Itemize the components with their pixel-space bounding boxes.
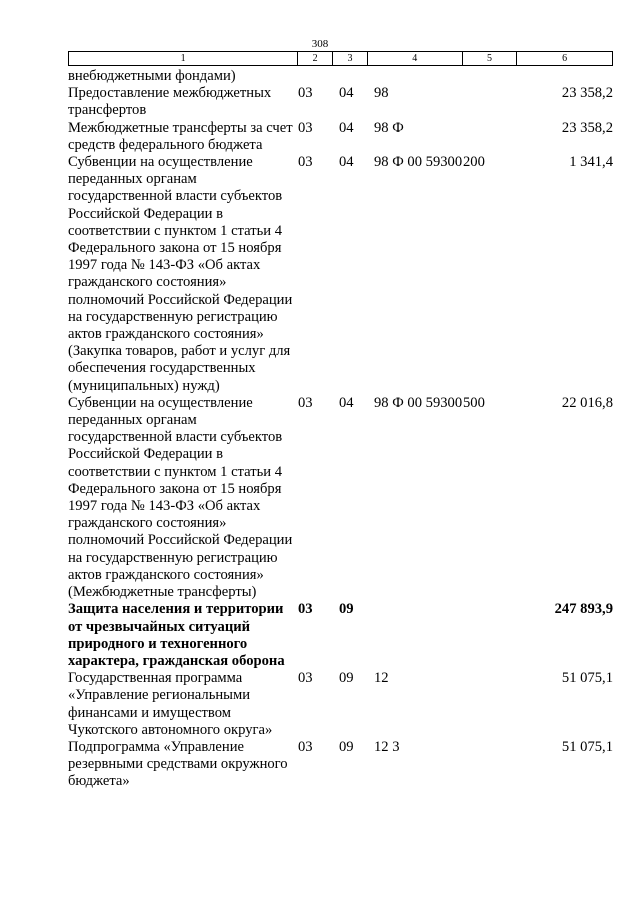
row-name: Межбюджетные трансферты за счет средств федерального бюджета [68, 119, 293, 153]
row-subsection: 09 [339, 601, 354, 618]
row-name: Защита населения и территории от чрезвычайных ситуаций природного и техногенного характера, гражданская оборона [68, 601, 285, 669]
header-col-6: 6 [562, 53, 568, 64]
page-number: 308 [311, 38, 329, 50]
row-subsection: 04 [339, 394, 354, 411]
row-amount: 23 358,2 [561, 85, 613, 102]
row-subsection: 09 [339, 738, 354, 755]
row-subsection: 04 [339, 119, 354, 136]
row-name: Подпрограмма «Управление резервными средствами окружного бюджета» [68, 738, 288, 790]
row-amount: 22 016,8 [561, 394, 613, 411]
row-expense-type [463, 739, 518, 791]
header-col-5: 5 [463, 52, 518, 65]
row-subsection: 09 [339, 670, 354, 687]
row-expense-type: 200 [463, 154, 485, 171]
table-row [68, 68, 613, 85]
header-col-1: 1 [69, 52, 298, 65]
row-expense-type [463, 601, 518, 670]
table-header [68, 51, 613, 66]
row-expense-type: 500 [463, 394, 485, 411]
row-amount: 51 075,1 [561, 670, 613, 687]
table-row [68, 120, 613, 154]
row-expense-type [463, 120, 518, 154]
row-name: Государственная программа «Управление региональными финансами и имуществом Чукотского автономного округа» [68, 670, 273, 738]
row-expense-type [463, 85, 518, 119]
row-section: 03 [298, 670, 313, 687]
row-name: Субвенции на осуществление переданных органам государственной власти субъектов Российской Федерации в соответствии с пунктом 1 статьи 4 Федерального закона от 15 ноября 1997 года № 143-ФЗ «Об актах гражданского состояния» полномочий Российской Федерации на государственную регистрацию актов гражданского состояния» (Закупка товаров, работ и услуг для обеспечения государственных (муниципальных) нужд) [68, 154, 293, 394]
row-target-article: 98 Ф 00 59300 [374, 394, 463, 411]
row-amount: 1 341,4 [569, 154, 613, 171]
row-section: 03 [298, 601, 313, 618]
row-target-article [368, 68, 463, 85]
row-target-article: 12 [374, 670, 389, 687]
header-col-3: 3 [333, 52, 368, 65]
table-row [68, 601, 613, 670]
row-target-article: 98 Ф 00 59300 [374, 154, 463, 171]
table-row [68, 670, 613, 739]
row-amount: 247 893,9 [554, 601, 613, 618]
header-col-4: 4 [368, 52, 463, 65]
row-subsection: 04 [339, 154, 354, 171]
row-section: 03 [298, 119, 313, 136]
row-name: Субвенции на осуществление переданных органам государственной власти субъектов Российской Федерации в соответствии с пунктом 1 статьи 4 Федерального закона от 15 ноября 1997 года № 143-ФЗ «Об актах гражданского состояния» полномочий Российской Федерации на государственную регистрацию актов гражданского состояния» (Межбюджетные трансферты) [68, 394, 293, 601]
row-section: 03 [298, 85, 313, 102]
table-row [68, 739, 613, 791]
row-target-article: 12 3 [374, 738, 400, 755]
row-amount: 51 075,1 [561, 738, 613, 755]
row-target-article: 98 Ф [374, 119, 404, 136]
table-row [68, 85, 613, 119]
row-section: 03 [298, 394, 313, 411]
row-name: внебюджетными фондами) [68, 68, 236, 84]
row-amount: 23 358,2 [561, 119, 613, 136]
row-expense-type [463, 68, 518, 85]
row-subsection: 04 [339, 85, 354, 102]
header-col-2: 2 [298, 52, 333, 65]
row-target-article [368, 601, 463, 670]
table-row [68, 154, 613, 395]
table-body [68, 68, 613, 791]
row-section: 03 [298, 738, 313, 755]
row-name: Предоставление межбюджетных трансфертов [68, 85, 272, 119]
row-expense-type [463, 670, 518, 739]
row-target-article: 98 [374, 85, 389, 102]
row-section [298, 68, 333, 85]
row-subsection [333, 68, 368, 85]
table-row [68, 395, 613, 601]
row-section: 03 [298, 154, 313, 171]
row-amount [518, 68, 613, 85]
